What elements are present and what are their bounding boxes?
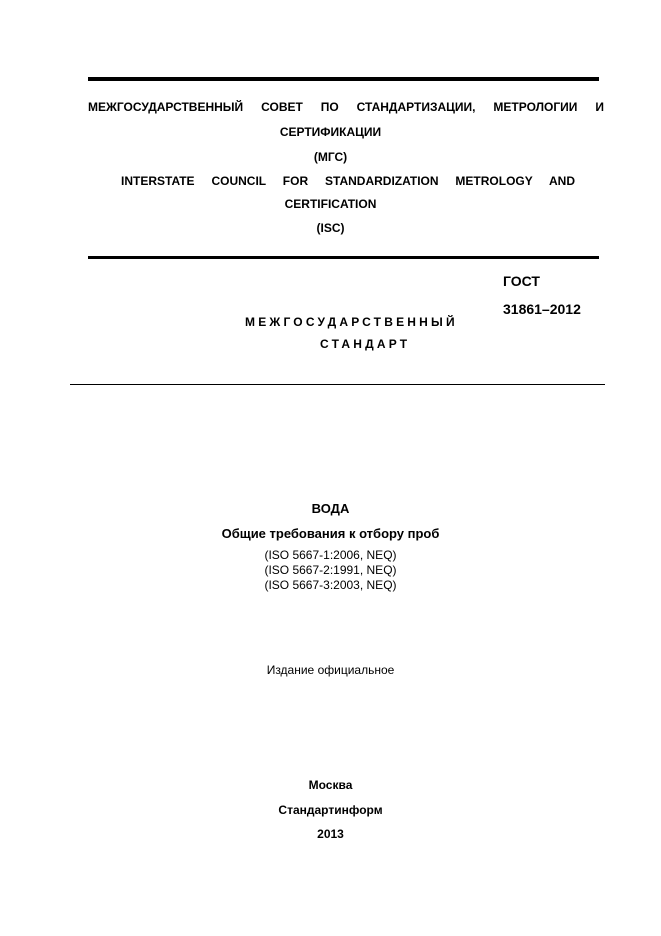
imprint-year: 2013 [317, 827, 344, 841]
council-name-ru-line2: СЕРТИФИКАЦИИ [279, 125, 382, 139]
header-bottom-rule [88, 256, 599, 259]
document-title: ВОДА [311, 501, 350, 516]
council-abbr-ru: (МГС) [313, 150, 348, 164]
council-name-ru-line1: МЕЖГОСУДАРСТВЕННЫЙ СОВЕТ ПО СТАНДАРТИЗАЦИИ, МЕТРОЛОГИИ И [88, 100, 604, 114]
standard-type-line2: СТАНДАРТ [320, 337, 411, 351]
council-name-en-line1: INTERSTATE COUNCIL FOR STANDARDIZATION METROLOGY AND [121, 174, 575, 188]
top-rule [88, 77, 599, 81]
standard-code-prefix: ГОСТ [503, 273, 540, 289]
iso-reference-1: (ISO 5667-1:2006, NEQ) [264, 548, 397, 562]
iso-reference-2: (ISO 5667-2:1991, NEQ) [264, 563, 397, 577]
edition-label: Издание официальное [266, 663, 395, 677]
standard-type-line1: МЕЖГОСУДАРСТВЕННЫЙ [245, 315, 458, 329]
iso-reference-3: (ISO 5667-3:2003, NEQ) [264, 578, 397, 592]
imprint-city: Москва [308, 778, 353, 792]
council-abbr-en: (ISC) [316, 221, 345, 235]
standard-code-number: 31861–2012 [503, 301, 581, 317]
document-subtitle: Общие требования к отбору проб [221, 526, 440, 541]
council-name-en-line2: CERTIFICATION [284, 197, 377, 211]
divider-rule [70, 384, 605, 385]
imprint-publisher: Стандартинформ [278, 803, 383, 817]
